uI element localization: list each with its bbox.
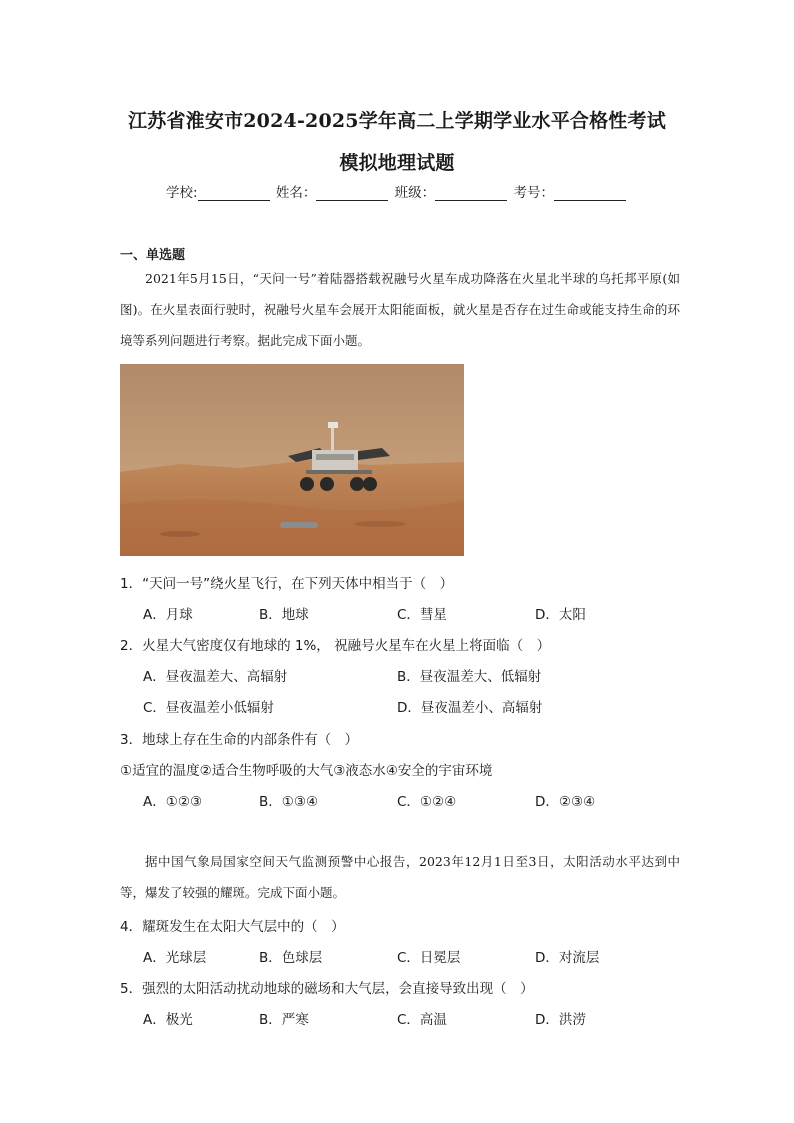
q2-option-a[interactable]: A．昼夜温差大、高辐射 xyxy=(143,669,288,685)
q5-option-a[interactable]: A．极光 xyxy=(143,1012,193,1028)
q5-option-c[interactable]: C．高温 xyxy=(397,1012,447,1028)
q4-option-c[interactable]: C．日冕层 xyxy=(397,950,461,966)
name-label: 姓名： xyxy=(275,185,317,201)
q3-option-a[interactable]: A．①②③ xyxy=(143,794,203,810)
q3-option-c[interactable]: C．①②④ xyxy=(397,794,457,810)
q1-option-d[interactable]: D．太阳 xyxy=(535,607,586,623)
passage-mars: 2021年5月15日，“天问一号”着陆器搭载祝融号火星车成功降落在火星北半球的乌托邦平原(如图)。在火星表面行驶时，祝融号火星车会展开太阳能面板，就火星是否存在过生命或能支持生命的环境等系列问题进行考察。据此完成下面小题。 xyxy=(120,271,680,348)
exam-title-line1: 江苏省淮安市2024-2025学年高二上学期学业水平合格性考试 xyxy=(128,110,666,132)
exam-no-blank[interactable] xyxy=(554,186,626,201)
school-label: 学校: xyxy=(166,185,198,201)
question-4-stem: 4．耀斑发生在太阳大气层中的（ ） xyxy=(120,919,345,935)
q5-option-b[interactable]: B．严寒 xyxy=(259,1012,309,1028)
mars-rover-photo xyxy=(120,364,464,556)
q1-option-c[interactable]: C．彗星 xyxy=(397,607,447,623)
exam-no-label: 考号： xyxy=(513,185,554,201)
question-3-stem: 3．地球上存在生命的内部条件有（ ） xyxy=(120,732,359,748)
q3-option-d[interactable]: D．②③④ xyxy=(535,794,596,810)
q1-option-b[interactable]: B．地球 xyxy=(259,607,309,623)
exam-title-line2: 模拟地理试题 xyxy=(339,152,455,174)
question-3-conditions: ①适宜的温度②适合生物呼吸的大气③液态水④安全的宇宙环境 xyxy=(120,763,493,779)
question-4-options xyxy=(143,946,703,966)
student-info-line xyxy=(0,181,794,201)
question-1-options xyxy=(143,603,703,623)
question-3-options xyxy=(143,790,703,810)
question-2-options-row2 xyxy=(143,696,703,716)
q3-option-b[interactable]: B．①③④ xyxy=(259,794,319,810)
section-heading: 一、单选题 xyxy=(120,248,186,263)
q5-option-d[interactable]: D．洪涝 xyxy=(535,1012,586,1028)
q4-option-a[interactable]: A．光球层 xyxy=(143,950,207,966)
passage-solar: 据中国气象局国家空间天气监测预警中心报告，2023年12月1日至3日，太阳活动水平达到中等，爆发了较强的耀斑。完成下面小题。 xyxy=(120,854,680,900)
class-label: 班级： xyxy=(394,185,436,201)
name-blank[interactable] xyxy=(316,186,388,201)
q2-option-c[interactable]: C．昼夜温差小低辐射 xyxy=(143,700,274,716)
q2-option-d[interactable]: D．昼夜温差小、高辐射 xyxy=(397,700,543,716)
q4-option-d[interactable]: D．对流层 xyxy=(535,950,600,966)
question-1-stem: 1．“天问一号”绕火星飞行，在下列天体中相当于（ ） xyxy=(120,576,454,592)
mars-rover-image xyxy=(120,364,464,556)
q2-option-b[interactable]: B．昼夜温差大、低辐射 xyxy=(397,669,542,685)
school-blank[interactable] xyxy=(198,186,270,201)
question-5-stem: 5．强烈的太阳活动扰动地球的磁场和大气层，会直接导致出现（ ） xyxy=(120,981,534,997)
class-blank[interactable] xyxy=(435,186,507,201)
question-5-options xyxy=(143,1008,703,1028)
q4-option-b[interactable]: B．色球层 xyxy=(259,950,323,966)
question-2-options-row1 xyxy=(143,665,703,685)
question-2-stem: 2．火星大气密度仅有地球的 1%， 祝融号火星车在火星上将面临（ ） xyxy=(120,638,551,654)
q1-option-a[interactable]: A．月球 xyxy=(143,607,193,623)
